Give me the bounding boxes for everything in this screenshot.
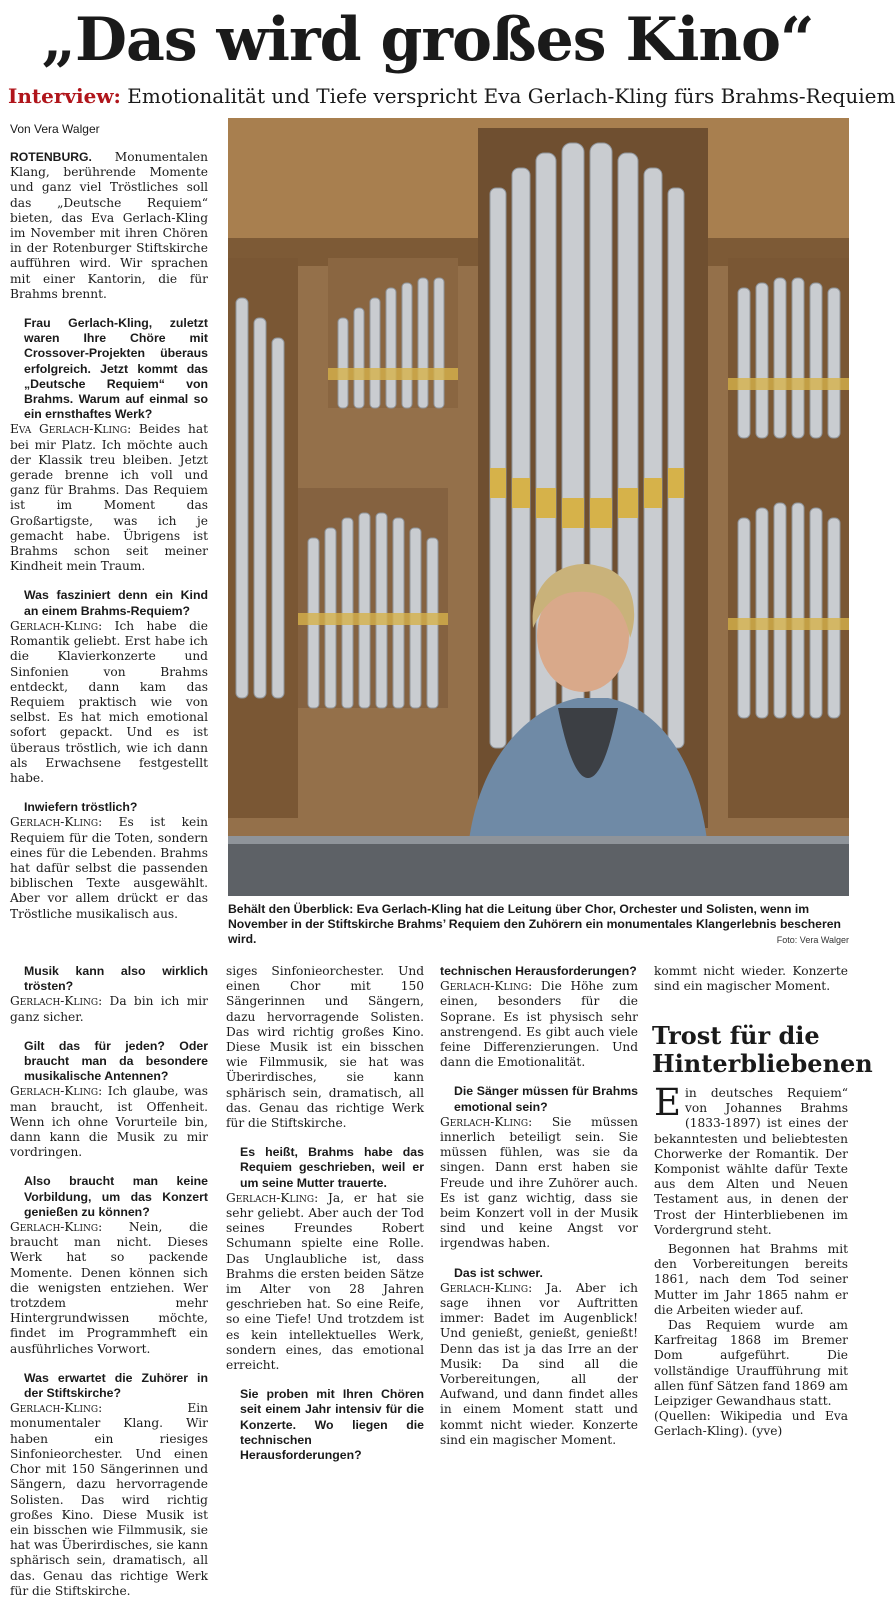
answer-text: Es ist kein Requiem für die Toten, sondern eines für die Lebenden. Brahms hat dafür selbst die passenden biblischen Texte ausgewählt. Aber vor allem drückt er das Tröstliche musikalisch aus.	[10, 815, 208, 921]
speaker-label: Gerlach-Kling:	[10, 815, 103, 830]
question-6: Also braucht man keine Vorbildung, um das Konzert genießen zu können?	[24, 1174, 208, 1219]
subheadline	[8, 82, 895, 110]
answer-text: Ja. Aber ich sage ihnen vor Auftritten immer: Badet im Augenblick! Und genießt, genießt, genießt! Denn das ist ja das Irre an der Musik: Da sind all die Vorbereitungen, all der Aufwand, und dann findet alles in einem Moment statt und kommt nicht wieder. Konzerte sind ein magischer Moment.	[440, 1280, 638, 1447]
question-4: Musik kann also wirklich trösten?	[24, 964, 208, 994]
column-4	[440, 964, 638, 1447]
answer-text: Sie müssen innerlich beteiligt sein. Sie müssen fühlen, was sie da singen. Dann erst haben sie Freude und ihre Zuhörer auch. Es ist ganz wichtig, dass sie beim Konzert voll in der Musik sind und keine Angst vor irgendwas haben.	[440, 1114, 638, 1251]
answer-text: Ja, er hat sie sehr geliebt. Aber auch der Tod seines Freundes Robert Schumann spielte eine Rolle. Das Unglaubliche ist, dass Brahms die ersten beiden Sätze im Alter von 28 Jahren geschrieben hat. So eine Reife, so eine Tiefe! Und trotzdem ist es kein intellektuelles Werk, sondern eines, das emotional erreicht.	[226, 1190, 424, 1373]
answer-text: Beides hat bei mir Platz. Ich möchte auch der Klassik treu bleiben. Jetzt gerade brenne ich voll und ganz für Brahms. Das Requiem ist im Moment das Großartigste, was ich je gemacht habe. Übrigens ist Brahms schon seit meiner Kindheit mein Traum.	[10, 422, 208, 574]
speaker-label: Gerlach-Kling:	[440, 1280, 533, 1295]
question-1: Frau Gerlach-Kling, zuletzt waren Ihre Chöre mit Crossover-Projekten überaus erfolgreich. Jetzt kommt das „Deutsche Requiem“ von Brahms. Warum auf einmal so ein ernsthaftes Werk?	[24, 316, 208, 422]
speaker-label: Gerlach-Kling:	[10, 1401, 103, 1416]
answer-8	[226, 1191, 424, 1373]
answer-10	[440, 1115, 638, 1252]
column-5	[654, 964, 848, 994]
dateline: ROTENBURG.	[10, 150, 92, 164]
question-5: Gilt das für jeden? Oder braucht man da besondere musikalische Antennen?	[24, 1038, 208, 1084]
answer-text: Nein, die braucht man nicht. Dieses Werk hat so packende Momente. Denen können sich die wenigsten entziehen. Wer trotzdem mehr Hintergrundwissen möchte, findet im Programmheft ein ausführliches Vorwort.	[10, 1220, 208, 1356]
answer-7	[10, 1401, 208, 1598]
headline: „Das wird großes Kino“	[41, 5, 814, 75]
subheadline-text: Emotionalität und Tiefe verspricht Eva Gerlach-Kling fürs Brahms-Requiem	[120, 84, 895, 108]
answer-7-continued: siges Sinfonieorchester. Und einen Chor mit 150 Sängerinnen und Sängern, dazu hervorragende Solisten. Das wird richtig großes Kino. Diese Musik ist ein bisschen wie Filmmusik, sie hat was Überirdisches, sie kann sphärisch sein, dramatisch, all das. Genau das richtige Werk für die Stiftskirche.	[226, 964, 424, 1131]
speaker-label: Gerlach-Kling:	[10, 1084, 103, 1099]
speaker-label: Gerlach-Kling:	[10, 994, 103, 1009]
sidebar-title: Trost für die Hinterbliebenen	[652, 1021, 873, 1078]
sidebar-paragraph-1	[654, 1081, 848, 1238]
question-9: Sie proben mit Ihren Chören seit einem Jahr intensiv für die Konzerte. Wo liegen die technischen Herausforderungen?	[240, 1387, 424, 1463]
photo-credit: Foto: Vera Walger	[776, 935, 849, 945]
answer-11-continued: kommt nicht wieder. Konzerte sind ein magischer Moment.	[654, 964, 848, 994]
sidebar-sources: (Quellen: Wikipedia und Eva Gerlach-Kling). (yve)	[654, 1409, 848, 1439]
question-10: Die Sänger müssen für Brahms emotional sein?	[454, 1084, 638, 1114]
column-1	[10, 150, 208, 922]
question-9-continued: technischen Herausforderungen?	[440, 964, 637, 978]
speaker-label: Gerlach-Kling:	[10, 618, 103, 633]
organ-photo-graphic	[228, 118, 849, 896]
drop-cap: E	[654, 1081, 682, 1124]
answer-5	[10, 1084, 208, 1160]
sidebar-text-1: in deutsches Requiem“ von Johannes Brahms (1833-1897) ist eines der bekanntesten und beliebtesten Chorwerke der Romantik. Der Komponist wählte dafür Texte aus dem Alten und Neuen Testament aus, in denen der Trost der Hinterbliebenen im Vordergrund steht.	[654, 1086, 848, 1237]
answer-11	[440, 1280, 638, 1447]
answer-1	[10, 422, 208, 574]
subheadline-kicker: Interview:	[8, 84, 121, 108]
speaker-label: Gerlach-Kling:	[440, 1114, 533, 1129]
question-2: Was fasziniert denn ein Kind an einem Brahms-Requiem?	[24, 588, 208, 618]
lead-text: Monumentalen Klang, berührende Momente und ganz viel Tröstliches soll das „Deutsche Requiem“ bieten, das Eva Gerlach-Kling im November mit ihren Chören in der Rotenburger Stiftskirche aufführen wird. Wir sprachen mit einer Kantorin, die für Brahms brennt.	[10, 150, 208, 301]
answer-6	[10, 1220, 208, 1357]
answer-text: Da bin ich mir ganz sicher.	[10, 994, 208, 1024]
answer-4	[10, 994, 208, 1024]
column-3	[226, 964, 424, 1463]
speaker-label: Gerlach-Kling:	[440, 979, 533, 994]
question-7: Was erwartet die Zuhörer in der Stiftskirche?	[24, 1370, 208, 1401]
speaker-label: Eva Gerlach-Kling:	[10, 422, 132, 437]
answer-3	[10, 815, 208, 921]
question-8: Es heißt, Brahms habe das Requiem geschrieben, weil er um seine Mutter trauerte.	[240, 1145, 424, 1190]
column-2	[10, 964, 208, 1598]
organ-photo	[228, 118, 849, 896]
answer-2	[10, 619, 208, 786]
lead-paragraph	[10, 150, 208, 302]
speaker-label: Gerlach-Kling:	[10, 1220, 103, 1235]
byline: Von Vera Walger	[10, 122, 100, 136]
sidebar-paragraph-3: Das Requiem wurde am Karfreitag 1868 im Bremer Dom aufgeführt. Die vollständige Uraufführung mit allen fünf Sätzen fand 1869 am Leipziger Gewandhaus statt.	[654, 1318, 848, 1409]
answer-text: Ich glaube, was man braucht, ist Offenheit. Wenn ich ohne Vorurteile bin, dann kann die Musik zu mir vordringen.	[10, 1084, 208, 1160]
sidebar-paragraph-2: Begonnen hat Brahms mit den Vorbereitungen bereits 1861, nach dem Tod seiner Mutter im Jahr 1865 nahm er die Arbeiten wieder auf.	[654, 1242, 848, 1317]
speaker-label: Gerlach-Kling:	[226, 1190, 319, 1205]
question-11: Das ist schwer.	[454, 1265, 543, 1280]
answer-text: Ein monumentaler Klang. Wir haben ein riesiges Sinfonieorchester. Und einen Chor mit 150 Sängerinnen und Sängern, dazu hervorragende Solisten. Das wird richtig großes Kino. Diese Musik ist ein bisschen wie Filmmusik, sie hat was Überirdisches, sie kann sphärisch sein, dramatisch, all das. Genau das richtige Werk für die Stiftskirche.	[10, 1401, 208, 1598]
answer-text: Ich habe die Romantik geliebt. Erst habe ich die Klavierkonzerte und Sinfonien von Brahms entdeckt, dann kam das Requiem praktisch wie von selbst. Es hat mich emotional sofort gepackt. Und es ist überaus tröstlich, wie ich dann als Erwachsene festgestellt habe.	[10, 618, 208, 785]
question-3: Inwiefern tröstlich?	[24, 800, 138, 815]
answer-9	[440, 979, 638, 1070]
photo-caption: Behält den Überblick: Eva Gerlach-Kling hat die Leitung über Chor, Orchester und Solisten, wenn im November in der Stiftskirche Brahms’ Requiem den Zuhörern ein monumentales Klangerlebnis bescheren wird.	[228, 902, 841, 946]
answer-text: Die Höhe zum einen, besonders für die Soprane. Es ist physisch sehr anstrengend. Es gibt auch viele feine Differenzierungen. Und dann die Emotionalität.	[440, 979, 638, 1070]
sidebar-text	[654, 1081, 848, 1440]
